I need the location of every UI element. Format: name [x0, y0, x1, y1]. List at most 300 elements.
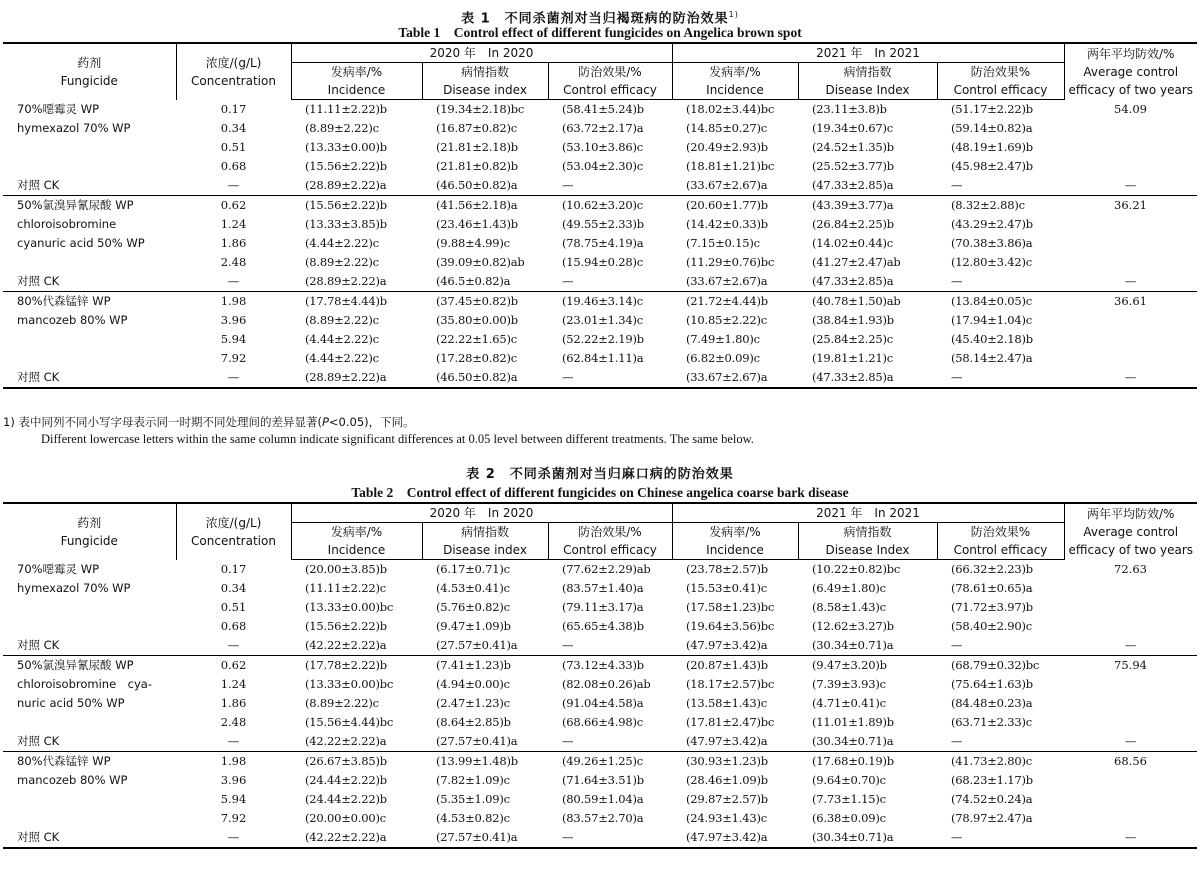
cell-fungicide	[3, 809, 176, 828]
cell-value: (68.66±4.98)c	[562, 715, 643, 729]
cell-value: (48.19±1.69)b	[951, 140, 1033, 154]
cell-concentration: 0.51	[220, 600, 247, 614]
header-control-efficacy: 防治效果% Control efficacy	[937, 63, 1064, 100]
cell-fungicide: cyanuric acid 50% WP	[17, 236, 145, 250]
cell-value: —	[937, 272, 1064, 292]
cell-value: (23.01±1.34)c	[562, 313, 643, 327]
cell-average	[1064, 157, 1197, 176]
cell-value: (11.01±1.89)b	[812, 715, 894, 729]
cell-average	[1064, 311, 1197, 330]
cell-value: (8.89±2.22)c	[305, 121, 379, 135]
cell-value: (30.34±0.71)a	[798, 636, 937, 656]
cell-value: —	[548, 828, 672, 848]
cell-value: (45.40±2.18)b	[951, 332, 1033, 346]
cell-value: (47.33±2.85)a	[798, 368, 937, 388]
cell-value: (19.34±0.67)c	[812, 121, 893, 135]
cell-concentration: 1.98	[220, 754, 247, 768]
cell-concentration: 0.62	[220, 198, 247, 212]
cell-value: (18.02±3.44)bc	[686, 102, 775, 116]
cell-value: (23.78±2.57)b	[686, 562, 768, 576]
cell-value: (39.09±0.82)ab	[436, 255, 525, 269]
cell-value: (28.89±2.22)a	[291, 176, 422, 196]
cell-fungicide	[3, 617, 176, 636]
cell-fungicide	[3, 598, 176, 617]
cell-fungicide: nuric acid 50% WP	[17, 696, 125, 710]
cell-value: (15.56±2.22)b	[305, 159, 387, 173]
cell-value: (65.65±4.38)b	[562, 619, 644, 633]
cell-value: (18.17±2.57)bc	[686, 677, 775, 691]
cell-value: (43.29±2.47)b	[951, 217, 1033, 231]
cell-value: (21.72±4.44)b	[686, 294, 768, 308]
cell-value: (66.32±2.23)b	[951, 562, 1033, 576]
cell-average	[1064, 713, 1197, 732]
cell-fungicide: chloroisobromine	[17, 217, 117, 231]
table-row	[3, 675, 1197, 694]
cell-value: (24.44±2.22)b	[305, 792, 387, 806]
cell-value: (53.10±3.86)c	[562, 140, 643, 154]
cell-value: (11.11±2.22)c	[305, 581, 386, 595]
cell-value: (4.71±0.41)c	[812, 696, 886, 710]
cell-value: (20.00±0.00)c	[305, 811, 386, 825]
table-row	[3, 234, 1197, 253]
footnote-en: Different lowercase letters within the same column indicate significant differences at 0.05 level between different treatments. The same below.	[41, 432, 754, 446]
table-row	[3, 828, 1197, 848]
cell-value: (4.44±2.22)c	[305, 332, 379, 346]
cell-value: (10.62±3.20)c	[562, 198, 643, 212]
cell-value: (10.22±0.82)bc	[812, 562, 901, 576]
cell-value: (14.02±0.44)c	[812, 236, 893, 250]
table-row	[3, 330, 1197, 349]
cell-value: —	[937, 732, 1064, 752]
cell-value: (8.89±2.22)c	[305, 255, 379, 269]
cell-concentration: —	[176, 368, 291, 388]
table-2-caption-cn: 表 2 不同杀菌剂对当归麻口病的防治效果	[466, 467, 734, 482]
cell-value: —	[937, 636, 1064, 656]
header-incidence: 发病率/% Incidence	[672, 63, 798, 100]
table-row	[3, 138, 1197, 157]
table-row	[3, 311, 1197, 330]
cell-value: (40.78±1.50)ab	[812, 294, 901, 308]
cell-value: —	[548, 732, 672, 752]
cell-value: (33.67±2.67)a	[672, 176, 798, 196]
cell-concentration: 0.62	[220, 658, 247, 672]
header-concentration: 浓度/(g/L) Concentration	[176, 43, 291, 100]
cell-fungicide: 50%氯溴异氰尿酸 WP	[17, 658, 134, 672]
cell-average: —	[1064, 636, 1197, 656]
cell-value: (35.80±0.00)b	[436, 313, 518, 327]
cell-average	[1064, 330, 1197, 349]
cell-average	[1064, 234, 1197, 253]
cell-fungicide: 70%噁霉灵 WP	[17, 561, 100, 576]
cell-fungicide: 80%代森锰锌 WP	[17, 754, 111, 768]
cell-value: (42.22±2.22)a	[291, 732, 422, 752]
table-1-caption-en: Table 1 Control effect of different fungicides on Angelica brown spot	[398, 25, 802, 40]
table-row	[3, 636, 1197, 656]
table-row	[3, 196, 1197, 216]
cell-average	[1064, 598, 1197, 617]
cell-value: (59.14±0.82)a	[951, 121, 1033, 135]
cell-value: (7.39±3.93)c	[812, 677, 886, 691]
cell-value: (24.52±1.35)b	[812, 140, 894, 154]
header-incidence: 发病率/% Incidence	[291, 523, 422, 560]
cell-value: (29.87±2.57)b	[686, 792, 768, 806]
header-year-2020: 2020 年 In 2020	[291, 43, 672, 63]
header-incidence: 发病率/% Incidence	[291, 63, 422, 100]
cell-value: (13.33±0.00)bc	[305, 600, 394, 614]
table-1	[3, 42, 1197, 389]
header-concentration: 浓度/(g/L) Concentration	[176, 503, 291, 560]
cell-fungicide	[3, 253, 176, 272]
cell-value: (27.57±0.41)a	[422, 732, 548, 752]
cell-value: (70.38±3.86)a	[951, 236, 1033, 250]
cell-value: (47.33±2.85)a	[798, 176, 937, 196]
cell-value: —	[937, 368, 1064, 388]
table-row	[3, 598, 1197, 617]
cell-value: (28.89±2.22)a	[291, 272, 422, 292]
cell-fungicide	[3, 138, 176, 157]
header-control-efficacy: 防治效果/% Control efficacy	[548, 63, 672, 100]
cell-value: (38.84±1.93)b	[812, 313, 894, 327]
cell-average	[1064, 694, 1197, 713]
cell-value: (17.78±2.22)b	[305, 658, 387, 672]
table-row	[3, 253, 1197, 272]
cell-concentration: 5.94	[220, 792, 247, 806]
cell-concentration: 5.94	[220, 332, 247, 346]
table-row	[3, 617, 1197, 636]
cell-value: (10.85±2.22)c	[686, 313, 767, 327]
cell-value: (19.81±1.21)c	[812, 351, 893, 365]
cell-value: (5.35±1.09)c	[436, 792, 510, 806]
cell-value: (13.58±1.43)c	[686, 696, 767, 710]
cell-value: (46.50±0.82)a	[422, 368, 548, 388]
header-disease-index: 病情指数 Disease index	[422, 63, 548, 100]
cell-average	[1064, 119, 1197, 138]
cell-value: (37.45±0.82)b	[436, 294, 518, 308]
table-row	[3, 790, 1197, 809]
cell-value: (58.14±2.47)a	[951, 351, 1033, 365]
cell-value: (18.81±1.21)bc	[686, 159, 775, 173]
cell-value: (20.00±3.85)b	[305, 562, 387, 576]
cell-value: (62.84±1.11)a	[562, 351, 644, 365]
cell-value: (4.53±0.41)c	[436, 581, 510, 595]
cell-value: (58.40±2.90)c	[951, 619, 1032, 633]
cell-value: (4.44±2.22)c	[305, 351, 379, 365]
cell-value: (83.57±2.70)a	[562, 811, 644, 825]
cell-value: (23.46±1.43)b	[436, 217, 518, 231]
header-disease-index: 病情指数 Disease Index	[798, 63, 937, 100]
cell-value: (7.73±1.15)c	[812, 792, 886, 806]
cell-fungicide: 80%代森锰锌 WP	[17, 294, 111, 308]
cell-value: (19.46±3.14)c	[562, 294, 643, 308]
cell-value: (68.23±1.17)b	[951, 773, 1033, 787]
header-fungicide: 药剂 Fungicide	[3, 43, 176, 100]
cell-average: —	[1064, 176, 1197, 196]
header-fungicide: 药剂 Fungicide	[3, 503, 176, 560]
cell-value: (91.04±4.58)a	[562, 696, 644, 710]
cell-value: (78.61±0.65)a	[951, 581, 1033, 595]
cell-value: —	[548, 636, 672, 656]
cell-value: (63.72±2.17)a	[562, 121, 644, 135]
cell-value: (80.59±1.04)a	[562, 792, 644, 806]
cell-fungicide	[3, 349, 176, 368]
cell-value: (27.57±0.41)a	[422, 636, 548, 656]
cell-value: (13.33±3.85)b	[305, 217, 387, 231]
cell-value: (41.27±2.47)ab	[812, 255, 901, 269]
table-row	[3, 752, 1197, 772]
table-footnote	[3, 414, 1197, 448]
table-row	[3, 215, 1197, 234]
cell-value: (75.64±1.63)b	[951, 677, 1033, 691]
cell-value: (15.53±0.41)c	[686, 581, 767, 595]
cell-value: (45.98±2.47)b	[951, 159, 1033, 173]
footnote-cn: 1) 表中同列不同小写字母表示同一时期不同处理间的差异显著(P<0.05)，下同。	[3, 415, 415, 429]
cell-value: (8.32±2.88)c	[951, 198, 1025, 212]
cell-average: —	[1064, 368, 1197, 388]
table-row	[3, 694, 1197, 713]
cell-fungicide: 对照 CK	[3, 368, 176, 388]
cell-value: (9.47±3.20)b	[812, 658, 887, 672]
cell-value: (17.94±1.04)c	[951, 313, 1032, 327]
cell-value: (47.97±3.42)a	[672, 636, 798, 656]
table-row	[3, 656, 1197, 676]
cell-value: —	[548, 368, 672, 388]
cell-value: —	[937, 176, 1064, 196]
cell-value: (17.28±0.82)c	[436, 351, 517, 365]
cell-value: (46.50±0.82)a	[422, 176, 548, 196]
cell-value: (21.81±0.82)b	[436, 159, 518, 173]
cell-average	[1064, 675, 1197, 694]
cell-value: (47.97±3.42)a	[672, 732, 798, 752]
cell-value: (13.99±1.48)b	[436, 754, 518, 768]
cell-fungicide: hymexazol 70% WP	[17, 581, 131, 595]
cell-average: —	[1064, 828, 1197, 848]
cell-value: (26.67±3.85)b	[305, 754, 387, 768]
cell-fungicide: 50%氯溴异氰尿酸 WP	[17, 198, 134, 212]
cell-value: (15.56±4.44)bc	[305, 715, 394, 729]
header-incidence: 发病率/% Incidence	[672, 523, 798, 560]
cell-value: (24.93±1.43)c	[686, 811, 767, 825]
cell-value: (22.22±1.65)c	[436, 332, 517, 346]
cell-fungicide: 对照 CK	[3, 732, 176, 752]
cell-value: (17.58±1.23)bc	[686, 600, 775, 614]
cell-value: (6.17±0.71)c	[436, 562, 510, 576]
cell-value: (42.22±2.22)a	[291, 636, 422, 656]
cell-value: (6.38±0.09)c	[812, 811, 886, 825]
cell-value: (20.60±1.77)b	[686, 198, 768, 212]
cell-concentration: —	[176, 828, 291, 848]
cell-value: (4.44±2.22)c	[305, 236, 379, 250]
cell-value: (41.56±2.18)a	[436, 198, 518, 212]
cell-value: (33.67±2.67)a	[672, 272, 798, 292]
cell-concentration: 1.98	[220, 294, 247, 308]
cell-value: (68.79±0.32)bc	[951, 658, 1040, 672]
table-row	[3, 349, 1197, 368]
cell-concentration: 0.68	[220, 159, 247, 173]
cell-value: (51.17±2.22)b	[951, 102, 1033, 116]
cell-value: (20.87±1.43)b	[686, 658, 768, 672]
table-row	[3, 157, 1197, 176]
table-2-block	[3, 466, 1197, 849]
table-1-block	[3, 6, 1197, 389]
cell-concentration: 2.48	[220, 255, 247, 269]
cell-value: (20.49±2.93)b	[686, 140, 768, 154]
cell-fungicide: hymexazol 70% WP	[17, 121, 131, 135]
cell-value: (28.46±1.09)b	[686, 773, 768, 787]
cell-value: (8.89±2.22)c	[305, 313, 379, 327]
cell-value: (27.57±0.41)a	[422, 828, 548, 848]
cell-fungicide	[3, 713, 176, 732]
cell-value: (63.71±2.33)c	[951, 715, 1032, 729]
cell-fungicide: 70%噁霉灵 WP	[17, 101, 100, 116]
cell-fungicide: chloroisobromine cya-	[17, 677, 152, 691]
cell-value: (15.56±2.22)b	[305, 198, 387, 212]
cell-value: (11.11±2.22)b	[305, 102, 387, 116]
cell-average: 72.63	[1114, 561, 1147, 576]
cell-value: (79.11±3.17)a	[562, 600, 644, 614]
cell-concentration: 7.92	[220, 351, 247, 365]
header-year-2021: 2021 年 In 2021	[672, 503, 1064, 523]
cell-average: 68.56	[1114, 754, 1147, 768]
cell-value: —	[937, 828, 1064, 848]
cell-average: 54.09	[1114, 101, 1147, 116]
cell-value: (25.52±3.77)b	[812, 159, 894, 173]
cell-value: (9.64±0.70)c	[812, 773, 886, 787]
cell-fungicide: 对照 CK	[3, 176, 176, 196]
cell-fungicide	[3, 790, 176, 809]
cell-fungicide: 对照 CK	[3, 636, 176, 656]
cell-value: (42.22±2.22)a	[291, 828, 422, 848]
table-2-caption-en: Table 2 Control effect of different fungicides on Chinese angelica coarse bark disease	[351, 485, 849, 500]
cell-value: (24.44±2.22)b	[305, 773, 387, 787]
cell-fungicide	[3, 330, 176, 349]
cell-value: (15.56±2.22)b	[305, 619, 387, 633]
cell-value: (28.89±2.22)a	[291, 368, 422, 388]
table-row	[3, 579, 1197, 598]
header-year-2021: 2021 年 In 2021	[672, 43, 1064, 63]
cell-fungicide	[3, 157, 176, 176]
cell-concentration: 0.51	[220, 140, 247, 154]
table-row	[3, 100, 1197, 120]
cell-value: (15.94±0.28)c	[562, 255, 643, 269]
cell-value: (53.04±2.30)c	[562, 159, 643, 173]
cell-value: —	[548, 272, 672, 292]
cell-concentration: 2.48	[220, 715, 247, 729]
cell-value: (25.84±2.25)c	[812, 332, 893, 346]
table-row	[3, 771, 1197, 790]
cell-value: (9.47±1.09)b	[436, 619, 511, 633]
cell-concentration: —	[176, 176, 291, 196]
cell-average: 75.94	[1114, 658, 1147, 672]
table-row	[3, 809, 1197, 828]
cell-value: (2.47±1.23)c	[436, 696, 510, 710]
cell-value: (82.08±0.26)ab	[562, 677, 651, 691]
cell-value: (74.52±0.24)a	[951, 792, 1033, 806]
cell-value: (83.57±1.40)a	[562, 581, 644, 595]
header-average-efficacy: 两年平均防效/% Average control efficacy of two years	[1068, 506, 1194, 557]
cell-value: (13.33±0.00)b	[305, 140, 387, 154]
cell-average: 36.21	[1114, 198, 1147, 212]
cell-value: (84.48±0.23)a	[951, 696, 1033, 710]
cell-value: (46.5±0.82)a	[422, 272, 548, 292]
cell-average	[1064, 771, 1197, 790]
cell-average: —	[1064, 732, 1197, 752]
cell-value: (78.75±4.19)a	[562, 236, 644, 250]
table-1-body	[3, 100, 1197, 389]
cell-value: (17.81±2.47)bc	[686, 715, 775, 729]
cell-value: (12.80±3.42)c	[951, 255, 1032, 269]
cell-fungicide: 对照 CK	[3, 828, 176, 848]
cell-value: (77.62±2.29)ab	[562, 562, 651, 576]
cell-concentration: 7.92	[220, 811, 247, 825]
cell-value: (49.26±1.25)c	[562, 754, 643, 768]
cell-value: (19.64±3.56)bc	[686, 619, 775, 633]
cell-fungicide: 对照 CK	[3, 272, 176, 292]
cell-average: 36.61	[1114, 294, 1147, 308]
cell-value: (7.41±1.23)b	[436, 658, 511, 672]
cell-concentration: —	[176, 636, 291, 656]
cell-concentration: 0.34	[220, 121, 247, 135]
cell-value: (58.41±5.24)b	[562, 102, 644, 116]
cell-value: (73.12±4.33)b	[562, 658, 644, 672]
cell-concentration: 1.86	[220, 696, 247, 710]
cell-value: (5.76±0.82)c	[436, 600, 510, 614]
table-row	[3, 119, 1197, 138]
cell-fungicide: mancozeb 80% WP	[17, 313, 128, 327]
header-disease-index: 病情指数 Disease index	[422, 523, 548, 560]
cell-value: (47.33±2.85)a	[798, 272, 937, 292]
cell-fungicide: mancozeb 80% WP	[17, 773, 128, 787]
cell-value: (4.53±0.82)c	[436, 811, 510, 825]
cell-value: —	[548, 176, 672, 196]
cell-value: (16.87±0.82)c	[436, 121, 517, 135]
cell-value: (17.68±0.19)b	[812, 754, 894, 768]
cell-value: (21.81±2.18)b	[436, 140, 518, 154]
header-average-efficacy: 两年平均防效/% Average control efficacy of two years	[1068, 46, 1194, 97]
cell-value: (49.55±2.33)b	[562, 217, 644, 231]
cell-value: (7.49±1.80)c	[686, 332, 760, 346]
header-control-efficacy: 防治效果% Control efficacy	[937, 523, 1064, 560]
table-2	[3, 502, 1197, 849]
cell-average	[1064, 809, 1197, 828]
header-control-efficacy: 防治效果/% Control efficacy	[548, 523, 672, 560]
cell-concentration: 0.17	[220, 561, 247, 576]
cell-concentration: 0.68	[220, 619, 247, 633]
cell-value: (41.73±2.80)c	[951, 754, 1032, 768]
cell-concentration: —	[176, 272, 291, 292]
table-row	[3, 272, 1197, 292]
cell-value: (8.64±2.85)b	[436, 715, 511, 729]
cell-average: —	[1064, 272, 1197, 292]
table-row	[3, 176, 1197, 196]
cell-average	[1064, 215, 1197, 234]
cell-average	[1064, 138, 1197, 157]
cell-value: (14.85±0.27)c	[686, 121, 767, 135]
cell-value: (11.29±0.76)bc	[686, 255, 775, 269]
cell-concentration: 1.24	[220, 217, 247, 231]
cell-value: (9.88±4.99)c	[436, 236, 510, 250]
cell-value: (47.97±3.42)a	[672, 828, 798, 848]
cell-concentration: —	[176, 732, 291, 752]
cell-value: (13.84±0.05)c	[951, 294, 1032, 308]
cell-value: (6.49±1.80)c	[812, 581, 886, 595]
cell-value: (7.82±1.09)c	[436, 773, 510, 787]
cell-value: (71.72±3.97)b	[951, 600, 1033, 614]
cell-value: (7.15±0.15)c	[686, 236, 760, 250]
cell-concentration: 0.17	[220, 101, 247, 116]
cell-average	[1064, 349, 1197, 368]
cell-concentration: 0.34	[220, 581, 247, 595]
cell-value: (19.34±2.18)bc	[436, 102, 525, 116]
